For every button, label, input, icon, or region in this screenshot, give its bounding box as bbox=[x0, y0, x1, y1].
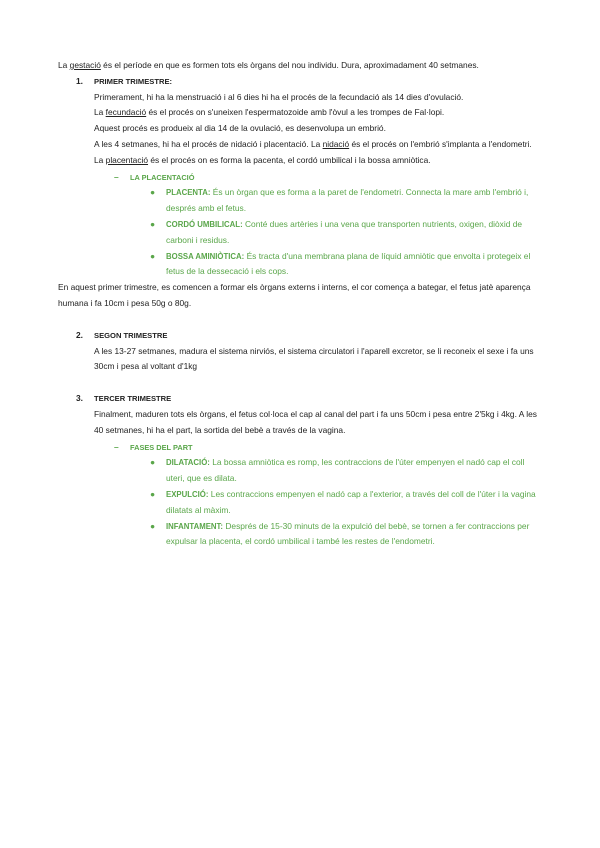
section-title: SEGON TRIMESTRE bbox=[94, 330, 168, 340]
section-number: 2. bbox=[76, 329, 83, 340]
list-item-text: És tracta d'una membrana plana de líquid amniòtic que envolta i protegeix el fetus de la dessecació i els cops. bbox=[166, 250, 531, 277]
dash-bullet: – bbox=[114, 171, 119, 182]
list-item bbox=[58, 487, 542, 519]
list-item-term: CORDÓ UMBILICAL: bbox=[166, 219, 243, 229]
intro-term-gestacio: gestació bbox=[69, 60, 101, 70]
intro-text-start: La bbox=[58, 60, 70, 70]
section-number: 3. bbox=[76, 393, 83, 404]
list-item bbox=[58, 217, 542, 249]
list-item-term: EXPULCIÓ: bbox=[166, 489, 209, 499]
list-item-text: Les contraccions empenyen el nadó cap a l'exterior, a través del coll de l'úter i la vagina dilatats al màxim. bbox=[166, 488, 536, 515]
list-item-term: BOSSA AMINIÒTICA: bbox=[166, 251, 245, 261]
section-line: Aquest procés es produeix al dia 14 de la ovulació, es desenvolupa un embrió. bbox=[94, 123, 386, 134]
term-placentacio: placentació bbox=[105, 154, 149, 165]
term-fecundacio: fecundació bbox=[105, 107, 147, 118]
list-item-text: Conté dues artèries i una vena que transporten nutrients, oxigen, diòxid de carboni i residus. bbox=[166, 218, 523, 245]
list-item bbox=[58, 455, 542, 487]
section-tercer-trimestre bbox=[58, 391, 542, 438]
dash-bullet: – bbox=[114, 441, 119, 452]
bullet-dot: ● bbox=[150, 520, 156, 531]
list-item bbox=[58, 185, 542, 217]
section-line: Primerament, hi ha la menstruació i al 6 dies hi ha el procés de la fecundació als 14 dies d'ovulació. bbox=[94, 91, 464, 102]
text-fragment: és el procés on es forma la pacenta, el cordó umbilical i la bossa amniòtica. bbox=[148, 154, 431, 165]
bullet-dot: ● bbox=[150, 488, 156, 499]
section-line bbox=[94, 105, 542, 121]
subsection-fases-del-part bbox=[58, 440, 542, 456]
section-title: TERCER TRIMESTRE bbox=[94, 394, 172, 404]
closing-paragraph: En aquest primer trimestre, es comencen a formar els òrgans externs i interns, el cor comença a bategar, el fetus jatè aparença humana i fa 10cm i pesa 50g o 80g. bbox=[58, 282, 531, 308]
section-text: A les 13-27 setmanes, madura el sistema nirviós, el sistema circulatori i l'aparell excretor, se li reconeix el sexe i fa uns 30cm i pesa al voltant d'1kg bbox=[94, 345, 534, 372]
section-text: Finalment, maduren tots els òrgans, el fetus col·loca el cap al canal del part i fa uns 50cm i pesa entre 2'5kg i 4kg. A les 40 setmanes, hi ha el part, la sortida del bebè a través de la vagina. bbox=[94, 408, 537, 435]
section-line bbox=[94, 137, 542, 169]
section-primer-trimestre bbox=[58, 74, 542, 169]
intro-text-end: és el període en que es formen tots els òrgans del nou individu. Dura, aproximadament 40 setmanes. bbox=[100, 60, 479, 70]
text-fragment: és el procés on s'uneixen l'espermatozoide amb l'òvul a les trompes de Fal·lopi. bbox=[146, 107, 445, 118]
list-item-text: És un òrgan que es forma a la paret de l'endometri. Connecta la mare amb l'embrió i, després amb el fetus. bbox=[166, 187, 529, 214]
spacer bbox=[58, 375, 542, 391]
list-item-term: DILATACIÓ: bbox=[166, 458, 210, 468]
subsection-title: FASES DEL PART bbox=[130, 442, 193, 452]
bullet-dot: ● bbox=[150, 218, 156, 229]
document-body bbox=[58, 58, 542, 550]
placentacio-list bbox=[58, 185, 542, 280]
list-item-term: INFANTAMENT: bbox=[166, 521, 224, 531]
term-nidacio: nidació bbox=[322, 138, 350, 149]
section-segon-trimestre bbox=[58, 328, 542, 375]
list-item bbox=[58, 249, 542, 281]
text-fragment: és el procés on l'embrió s'implanta a l'endometri. La bbox=[94, 138, 532, 165]
section-title: PRIMER TRIMESTRE: bbox=[94, 76, 173, 86]
list-item-text: Després de 15-30 minuts de la expulció del bebè, se tornen a fer contraccions per expulsar la placenta, el cordó umbilical i també les restes de l'endometri. bbox=[166, 520, 530, 547]
subsection-title: LA PLACENTACIÓ bbox=[130, 172, 195, 182]
subsection-placentacio bbox=[58, 170, 542, 186]
bullet-dot: ● bbox=[150, 250, 156, 261]
list-item-text: La bossa amniòtica es romp, les contraccions de l'úter empenyen el nadó cap el coll uteri, que es dilata. bbox=[166, 457, 525, 484]
fases-list bbox=[58, 455, 542, 550]
spacer bbox=[58, 312, 542, 328]
intro-paragraph bbox=[58, 58, 542, 74]
section-number: 1. bbox=[76, 75, 83, 86]
text-fragment: A les 4 setmanes, hi ha el procés de nidació i placentació. La bbox=[94, 138, 323, 149]
bullet-dot: ● bbox=[150, 457, 156, 468]
list-item-term: PLACENTA: bbox=[166, 188, 211, 198]
text-fragment: La bbox=[94, 107, 106, 118]
list-item bbox=[58, 519, 542, 551]
bullet-dot: ● bbox=[150, 187, 156, 198]
